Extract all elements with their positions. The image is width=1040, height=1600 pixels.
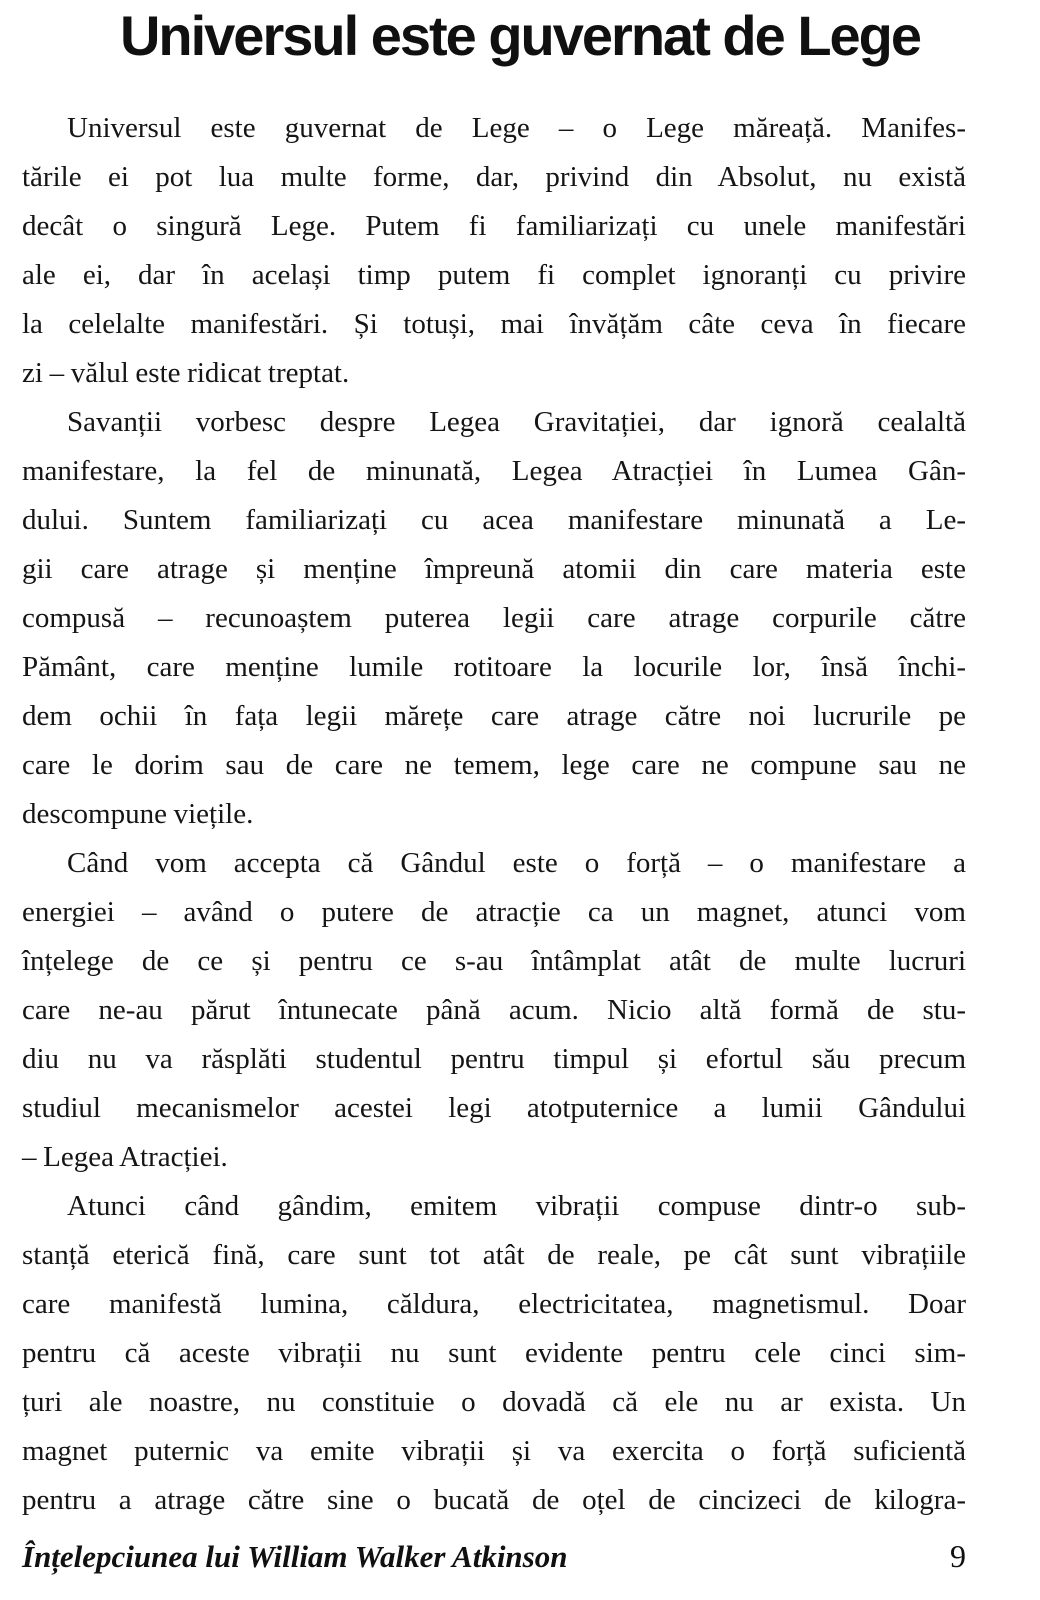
text-line: ale ei, dar în același timp putem fi complet ignoranți cu privire (22, 259, 966, 291)
text-line: descompune viețile. (22, 798, 254, 830)
text-line: zi – vălul este ridicat treptat. (22, 357, 350, 389)
text-line: înțelege de ce și pentru ce s-au întâmplat atât de multe lucruri (22, 945, 966, 977)
paragraph (22, 398, 966, 839)
text-line: care ne-au părut întunecate până acum. Nicio altă formă de stu- (22, 994, 966, 1026)
paragraph (22, 839, 966, 1182)
text-line: Savanții vorbesc despre Legea Gravitației, dar ignoră cealaltă (67, 406, 966, 438)
text-line: Universul este guvernat de Lege – o Lege măreață. Manifes- (67, 112, 966, 144)
text-line: stanță eterică fină, care sunt tot atât de reale, pe cât sunt vibrațiile (22, 1239, 966, 1271)
chapter-title: Universul este guvernat de Lege (119, 4, 921, 67)
text-line: dului. Suntem familiarizați cu acea manifestare minunată a Le- (22, 504, 966, 536)
text-line: energiei – având o putere de atracție ca un magnet, atunci vom (22, 896, 966, 928)
text-line: studiul mecanismelor acestei legi atotputernice a lumii Gândului (22, 1092, 966, 1124)
text-line: gii care atrage și menține împreună atomii din care materia este (22, 553, 966, 585)
text-line: decât o singură Lege. Putem fi familiarizați cu unele manifestări (22, 210, 966, 242)
text-line: care manifestă lumina, căldura, electricitatea, magnetismul. Doar (22, 1288, 966, 1320)
text-line: – Legea Atracției. (22, 1141, 228, 1173)
text-line: manifestare, la fel de minunată, Legea Atracției în Lumea Gân- (22, 455, 966, 487)
text-line: pentru a atrage către sine o bucată de oțel de cincizeci de kilogra- (22, 1484, 966, 1516)
running-footer-book-title: Înțelepciunea lui William Walker Atkinson (22, 1539, 568, 1574)
text-line: Când vom accepta că Gândul este o forță – o manifestare a (67, 847, 966, 879)
text-line: la celelalte manifestări. Și totuși, mai învățăm câte ceva în fiecare (22, 308, 966, 340)
page-footer (22, 1538, 966, 1575)
text-line: pentru că aceste vibrații nu sunt evidente pentru cele cinci sim- (22, 1337, 966, 1369)
paragraph (22, 104, 966, 398)
text-line: compusă – recunoaștem puterea legii care atrage corpurile către (22, 602, 966, 634)
text-line: Pământ, care menține lumile rotitoare la locurile lor, însă închi- (22, 651, 966, 683)
text-line: dem ochii în fața legii mărețe care atrage către noi lucrurile pe (22, 700, 966, 732)
text-line: magnet puternic va emite vibrații și va exercita o forță suficientă (22, 1435, 966, 1467)
text-line: Atunci când gândim, emitem vibrații compuse dintr-o sub- (67, 1190, 966, 1222)
body-text (22, 104, 966, 1525)
text-line: diu nu va răsplăti studentul pentru timpul și efortul său precum (22, 1043, 966, 1075)
text-line: tările ei pot lua multe forme, dar, privind din Absolut, nu există (22, 161, 966, 193)
paragraph (22, 1182, 966, 1525)
page-number: 9 (950, 1538, 966, 1574)
text-line: care le dorim sau de care ne temem, lege care ne compune sau ne (22, 749, 966, 781)
text-line: țuri ale noastre, nu constituie o dovadă că ele nu ar exista. Un (22, 1386, 966, 1418)
